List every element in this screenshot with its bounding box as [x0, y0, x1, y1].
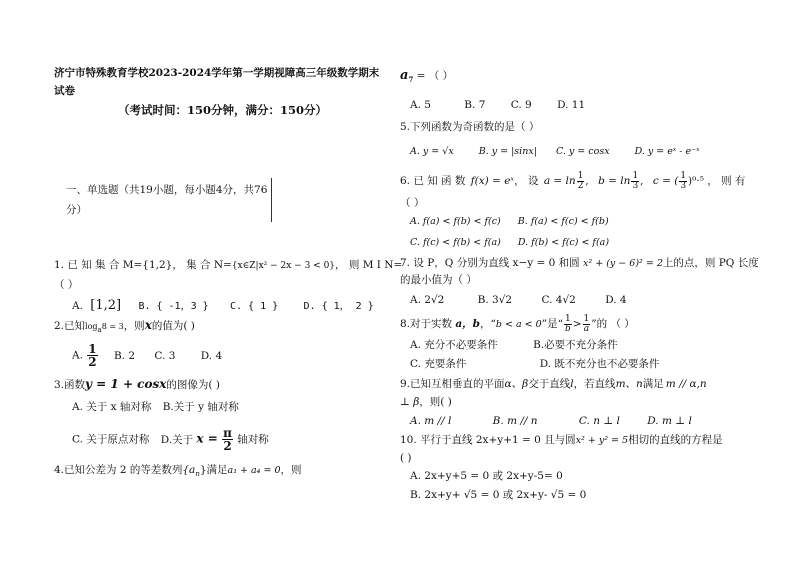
option-c: C. { 1 } [230, 301, 279, 312]
question-9-stem: 9.已知互相垂直的平面α、β交于直线l，若直线m、n满足 m // α,n [400, 378, 707, 390]
question-2-options: A. $\frac{1}{2}$ B. 2 C. 3 D. 4 [72, 342, 223, 369]
question-7-options: A. 2√2 B. 3√2 C. 4√2 D. 4 [410, 294, 627, 306]
question-1-options [72, 299, 374, 314]
question-3-stem: 3.函数y = 1 + cosx的图像为( ) [54, 377, 220, 391]
question-4-options: A. 5 B. 7 C. 9 D. 11 [410, 99, 586, 111]
function-expression: y = 1 + cosx [85, 377, 167, 391]
option-d: D. { 1， 2 } [303, 301, 374, 312]
question-6-options-row1: A. f(a) < f(b) < f(c) B. f(a) < f(c) < f(b) [410, 216, 609, 227]
question-10-option-b: B. 2x+y+ √5 = 0 或 2x+y- √5 = 0 [410, 489, 587, 501]
question-7-stem: 7. 设 P，Q 分别为直线 x−y = 0 和圆 x² + (y − 6)² = 2上的点，则 PQ 长度 [400, 257, 759, 269]
question-10-blank: ( ) [400, 452, 412, 464]
question-3-options-row1: A. 关于 x 轴对称 B.关于 y 轴对称 [72, 401, 239, 413]
question-6-options-row2: C. f(c) < f(b) < f(a) D. f(b) < f(c) < f(a) [410, 237, 610, 248]
question-4-stem: 4.已知公差为 2 的等差数列$\{a_n\}$满足a₁ + a₄ = 0，则 [54, 464, 302, 479]
question-10-option-a: A. 2x+y+5 = 0 或 2x+y-5= 0 [410, 470, 563, 482]
question-8-options-row1: A. 充分不必要条件 B.必要不充分条件 [410, 339, 618, 351]
exam-title-line1: 济宁市特殊教育学校2023-2024学年第一学期视障高三年级数学期末 [54, 67, 380, 79]
question-7-line2: 的最小值为（ ） [400, 274, 477, 286]
question-8-options-row2: C. 充要条件 D. 既不充分也不必要条件 [410, 358, 660, 370]
fraction-one-half: $\frac{1}{2}$ [88, 342, 97, 369]
set-n: {x∈Z|x² − 2x − 3 < 0} [231, 261, 336, 271]
question-6-stem: 6. 已 知 函 数 f(x) = eˣ， 设 a = ln $\frac{1}{2}$ , b = ln $\frac{1}{3}$ , c = ( $\frac{1}{3}$ )⁰·⁵ ， 则 有 [400, 170, 746, 191]
fraction-pi-over-2: $\frac{\pi}{2}$ [223, 426, 232, 453]
question-2-stem: 2.已知$\log_a8 = 3$，则x的值为( ) [54, 318, 195, 335]
question-6-blank: （ ） [400, 197, 425, 209]
question-9-line2: ⊥ β，则( ) [400, 396, 452, 408]
question-3-options-row2: C. 关于原点对称 D.关于 x = $\frac{\pi}{2}$ 轴对称 [72, 426, 269, 453]
question-10-stem: 10. 平行于直线 2x+y+1 = 0 且与圆x² + y² = 5相切的直线的方程是 [400, 434, 723, 446]
question-1-stem: 1. 已 知 集 合 M={1,2}， 集 合 N={x∈Z|x² − 2x − 3 < 0}， 则 M I N= [54, 259, 403, 271]
question-9-options: A. m // l B. m // n C. n ⊥ l D. m ⊥ l [410, 415, 692, 427]
option-a-label: A. [72, 300, 83, 312]
section1-heading-line2: 分） [66, 204, 87, 216]
option-b: B. { -1，3 } [138, 301, 209, 312]
question-5-stem: 5.下列函数为奇函数的是（ ） [400, 121, 540, 133]
question-4-continued: $a_7$ = （ ） [400, 68, 454, 85]
exam-title-line2: 试卷 [54, 85, 75, 97]
question-1-blank: （ ） [54, 279, 79, 291]
set-m: {1,2} [142, 259, 173, 271]
exam-info: （考试时间：150分钟，满分：150分） [118, 103, 328, 117]
question-5-options: A. y = √x B. y = |sinx| C. y = cosx D. y = eˣ - e⁻ˣ [410, 146, 700, 157]
option-a-value: [1,2] [90, 298, 122, 313]
section1-heading-line1: 一、单选题（共19小题，每小题4分，共76 [66, 184, 268, 196]
question-8-stem: 8.对于实数 a，b，“b < a < 0”是“ $\frac{1}{b}$ > $\frac{1}{a}$ ”的 （ ） [400, 313, 635, 334]
